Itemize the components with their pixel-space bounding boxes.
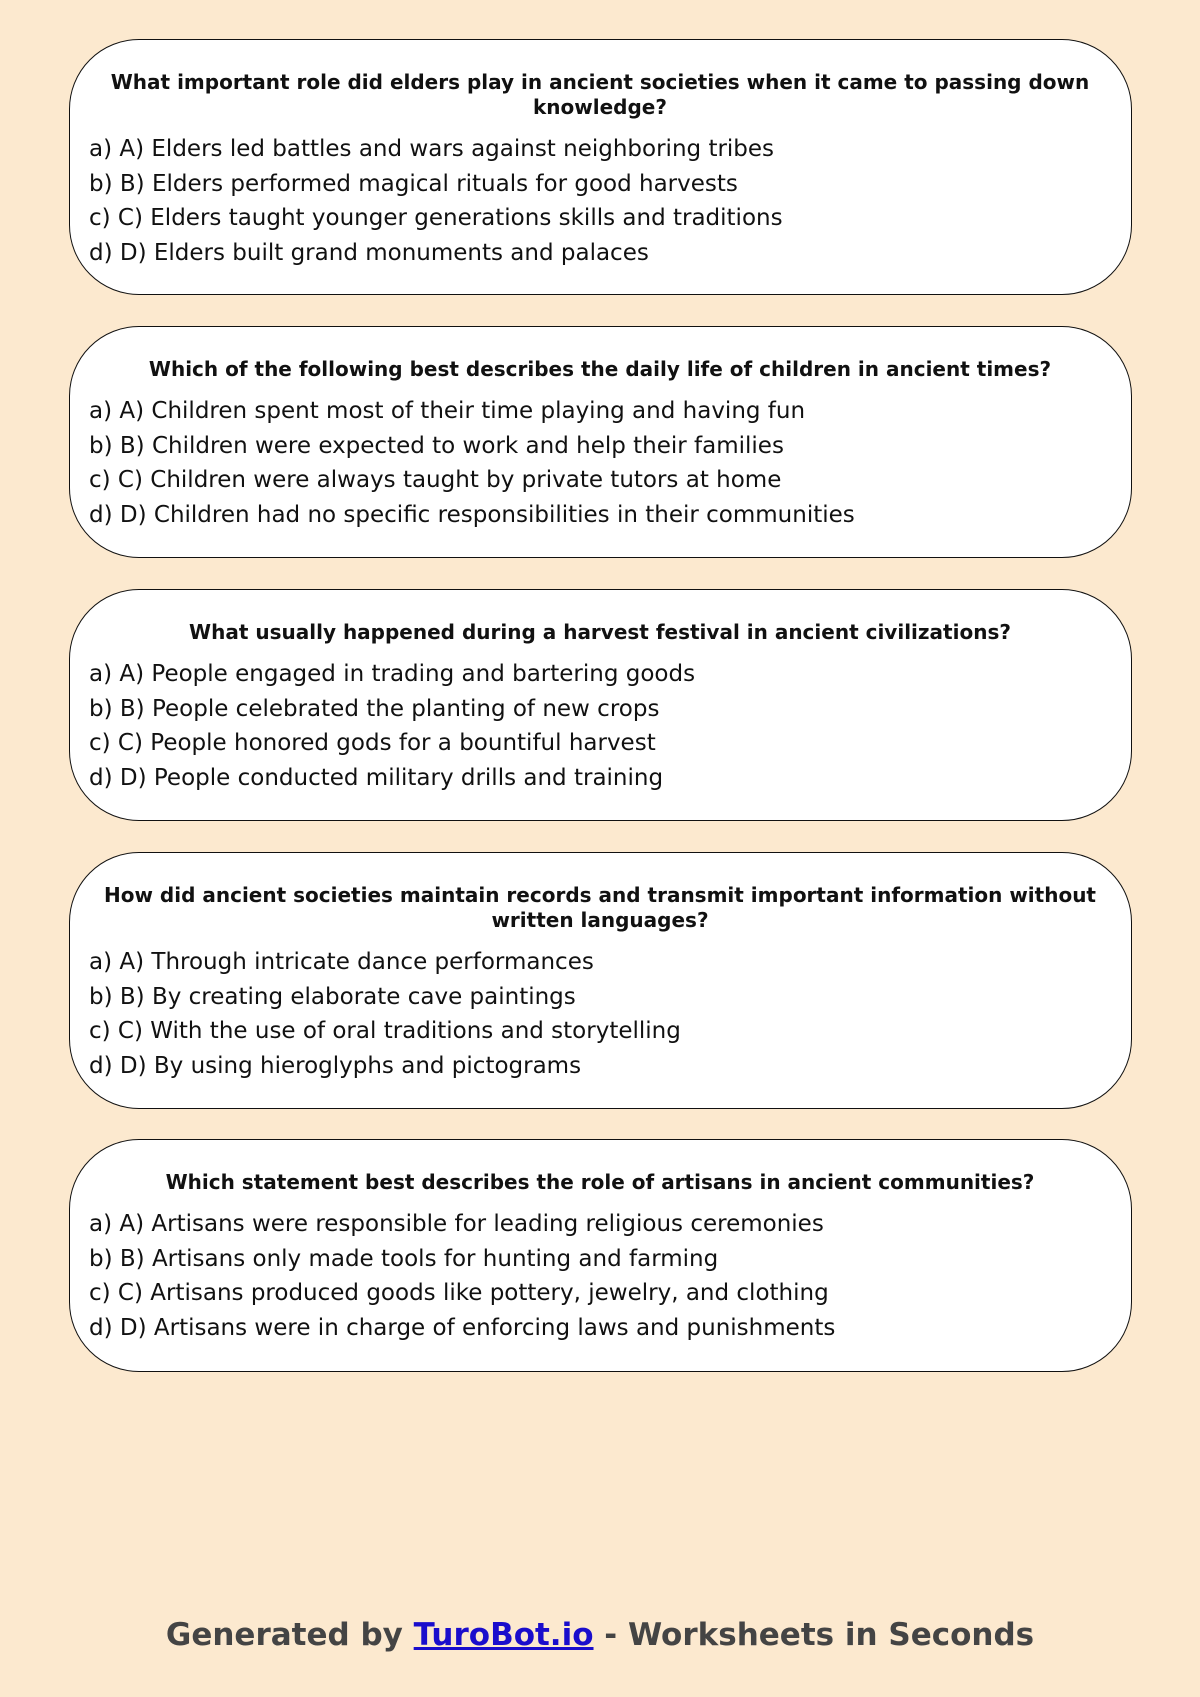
question-text: Which statement best describes the role of artisans in ancient communities?	[165, 1170, 1035, 1194]
answer-option-d: d) D) Children had no specific responsibilities in their communities	[89, 501, 855, 528]
question-card-2	[69, 326, 1132, 558]
footer-suffix: - Worksheets in Seconds	[593, 1617, 1035, 1653]
answer-option-b: b) B) Artisans only made tools for hunting and farming	[89, 1245, 719, 1272]
question-card-3	[69, 589, 1132, 821]
question-text: How did ancient societies maintain records and transmit important information without written languages?	[103, 883, 1096, 932]
answer-option-b: b) B) Children were expected to work and help their families	[89, 432, 784, 459]
answer-option-c: c) C) People honored gods for a bountiful harvest	[89, 730, 656, 756]
turobot-link[interactable]: TuroBot.io	[413, 1617, 594, 1653]
question-card-4	[69, 852, 1132, 1109]
answer-options	[89, 1207, 1111, 1345]
answer-option-a: a) A) Through intricate dance performances	[89, 949, 594, 975]
answer-option-d: d) D) Artisans were in charge of enforcing laws and punishments	[89, 1314, 836, 1341]
answer-option-c: c) C) Children were always taught by private tutors at home	[89, 467, 782, 493]
answer-option-d: d) D) By using hieroglyphs and pictograms	[89, 1052, 582, 1079]
footer-prefix: Generated by	[165, 1617, 414, 1653]
answer-option-d: d) D) Elders built grand monuments and palaces	[89, 239, 649, 266]
answer-options	[89, 945, 1111, 1083]
question-card-5	[69, 1139, 1132, 1372]
question-text: What usually happened during a harvest festival in ancient civilizations?	[189, 620, 1011, 644]
answer-option-d: d) D) People conducted military drills and training	[89, 764, 664, 791]
question-card-1	[69, 39, 1132, 295]
answer-option-c: c) C) With the use of oral traditions and storytelling	[89, 1018, 681, 1044]
question-text: Which of the following best describes the daily life of children in ancient times?	[148, 357, 1052, 381]
answer-option-c: c) C) Elders taught younger generations skills and traditions	[89, 205, 783, 231]
answer-options	[89, 657, 1111, 795]
answer-option-a: a) A) People engaged in trading and bartering goods	[89, 661, 696, 687]
answer-option-b: b) B) By creating elaborate cave paintings	[89, 983, 576, 1010]
footer-credit	[0, 1615, 1200, 1655]
question-text: What important role did elders play in ancient societies when it came to passing down knowledge?	[110, 70, 1090, 119]
answer-options	[89, 132, 1111, 270]
answer-options	[89, 394, 1111, 532]
answer-option-b: b) B) Elders performed magical rituals for good harvests	[89, 170, 738, 197]
answer-option-c: c) C) Artisans produced goods like pottery, jewelry, and clothing	[89, 1280, 829, 1306]
answer-option-a: a) A) Children spent most of their time playing and having fun	[89, 398, 806, 424]
answer-option-b: b) B) People celebrated the planting of new crops	[89, 695, 660, 722]
answer-option-a: a) A) Elders led battles and wars against neighboring tribes	[89, 136, 775, 162]
answer-option-a: a) A) Artisans were responsible for leading religious ceremonies	[89, 1211, 824, 1237]
